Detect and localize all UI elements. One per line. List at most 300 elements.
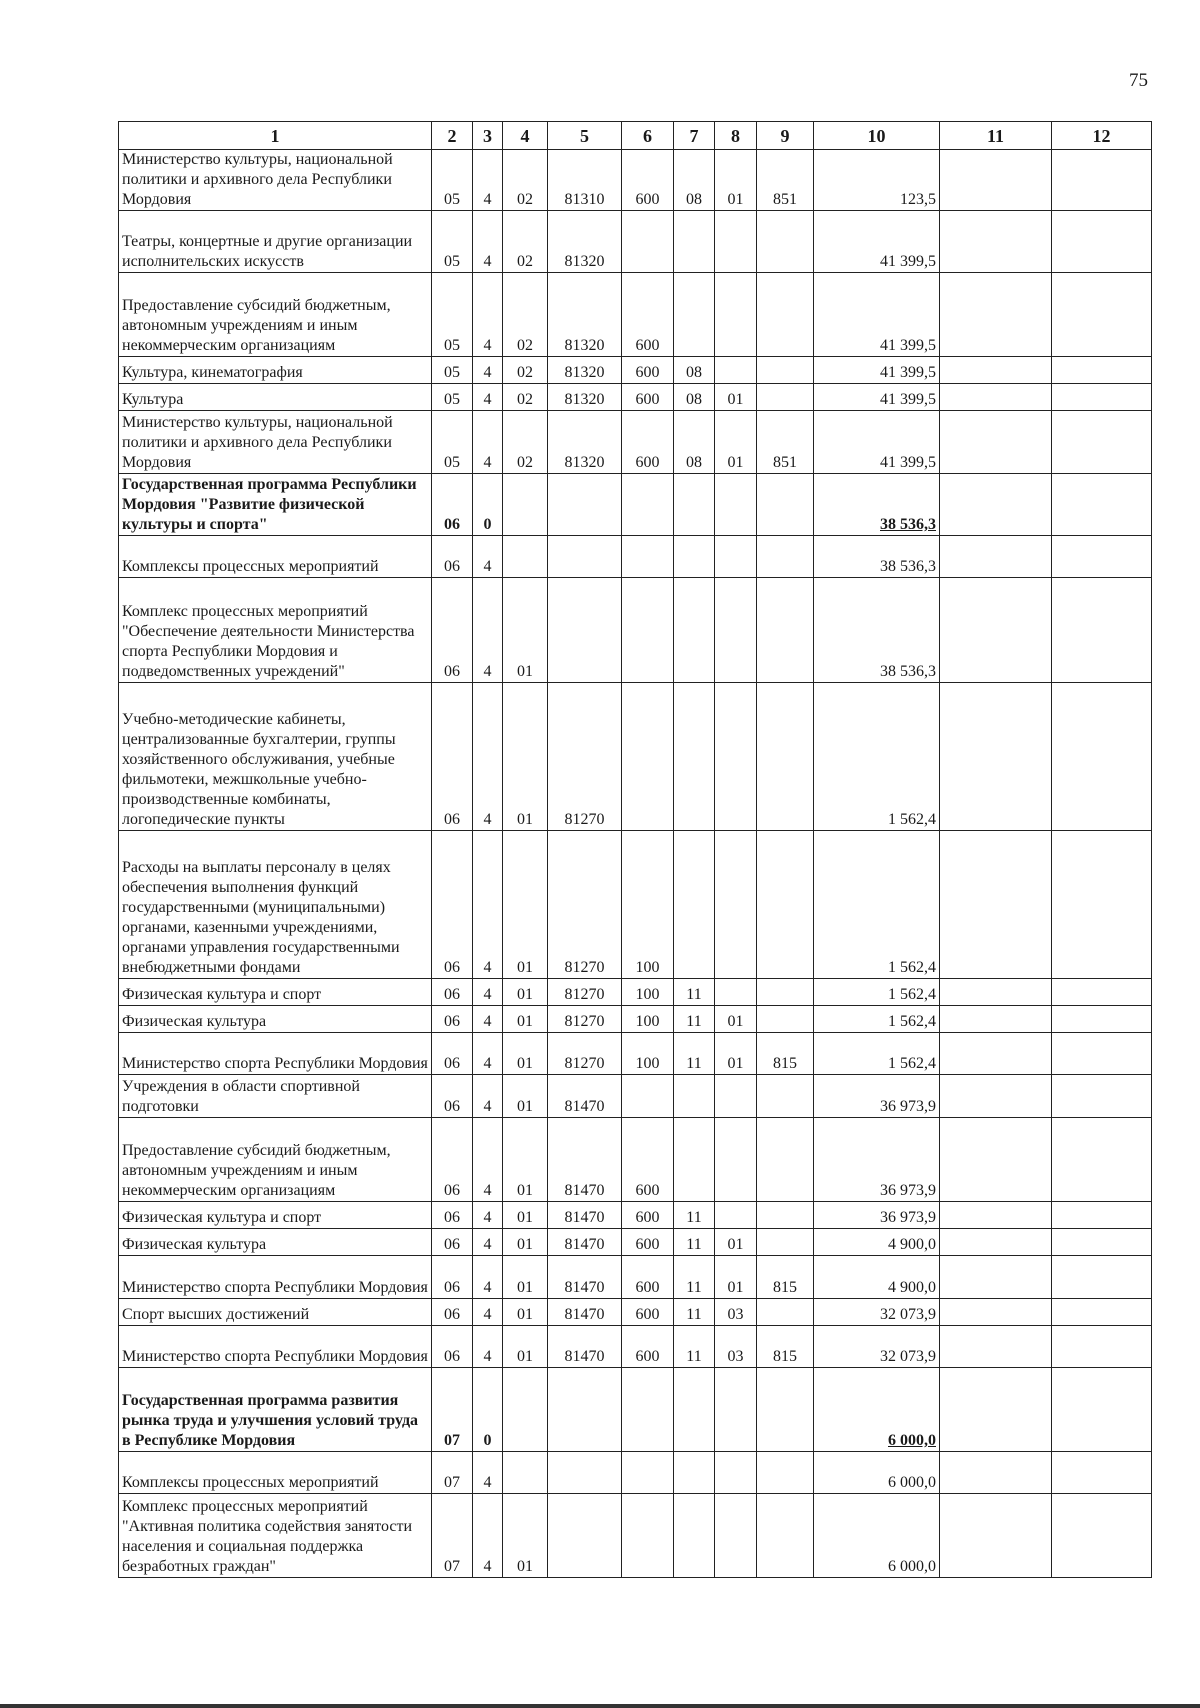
cell-col-11	[940, 1256, 1052, 1299]
cell-col-2: 05	[432, 273, 473, 357]
cell-amount: 36 973,9	[814, 1202, 940, 1229]
cell-col-7: 08	[674, 411, 715, 474]
cell-col-5: 81470	[548, 1256, 622, 1299]
cell-amount: 41 399,5	[814, 211, 940, 273]
cell-col-11	[940, 150, 1052, 211]
cell-col-3: 4	[473, 578, 503, 683]
cell-col-3: 4	[473, 1326, 503, 1368]
cell-col-9	[757, 357, 814, 384]
cell-amount: 6 000,0	[814, 1494, 940, 1578]
cell-col-6	[622, 1494, 674, 1578]
cell-col-4: 01	[503, 1118, 548, 1202]
cell-col-2: 06	[432, 831, 473, 979]
page-number: 75	[1129, 70, 1148, 91]
cell-col-6	[622, 683, 674, 831]
cell-col-12	[1052, 1299, 1152, 1326]
budget-table	[118, 121, 1152, 1578]
cell-amount: 41 399,5	[814, 411, 940, 474]
cell-col-7: 08	[674, 357, 715, 384]
cell-col-3: 4	[473, 1075, 503, 1118]
cell-col-8	[715, 211, 757, 273]
cell-col-7: 11	[674, 1229, 715, 1256]
cell-col-6	[622, 1368, 674, 1452]
cell-col-8	[715, 474, 757, 536]
cell-name: Комплексы процессных мероприятий	[119, 536, 432, 578]
header-col-6: 6	[622, 122, 674, 150]
cell-col-12	[1052, 1229, 1152, 1256]
cell-col-6: 600	[622, 411, 674, 474]
cell-name: Физическая культура и спорт	[119, 1202, 432, 1229]
cell-col-3: 4	[473, 683, 503, 831]
cell-col-11	[940, 1299, 1052, 1326]
cell-col-2: 07	[432, 1452, 473, 1494]
cell-col-3: 4	[473, 831, 503, 979]
table-row	[119, 1006, 1152, 1033]
cell-col-8	[715, 536, 757, 578]
cell-col-2: 06	[432, 683, 473, 831]
cell-col-5: 81270	[548, 1033, 622, 1075]
cell-col-11	[940, 1033, 1052, 1075]
cell-col-9	[757, 979, 814, 1006]
cell-name: Министерство культуры, национальной политики и архивного дела Республики Мордовия	[119, 150, 432, 211]
cell-col-11	[940, 211, 1052, 273]
table-row	[119, 1256, 1152, 1299]
table-row	[119, 411, 1152, 474]
cell-col-12	[1052, 1118, 1152, 1202]
cell-col-11	[940, 357, 1052, 384]
cell-col-5: 81270	[548, 831, 622, 979]
cell-col-5: 81470	[548, 1326, 622, 1368]
cell-col-9: 851	[757, 411, 814, 474]
cell-col-4: 02	[503, 273, 548, 357]
cell-amount: 6 000,0	[814, 1368, 940, 1452]
cell-col-12	[1052, 211, 1152, 273]
cell-col-2: 06	[432, 1075, 473, 1118]
cell-col-6	[622, 474, 674, 536]
cell-col-6: 600	[622, 150, 674, 211]
table-row	[119, 1368, 1152, 1452]
cell-col-7	[674, 273, 715, 357]
cell-col-5: 81320	[548, 273, 622, 357]
table-row	[119, 474, 1152, 536]
cell-col-11	[940, 1326, 1052, 1368]
cell-col-9	[757, 1229, 814, 1256]
header-col-9: 9	[757, 122, 814, 150]
cell-name: Учреждения в области спортивной подготовки	[119, 1075, 432, 1118]
cell-col-2: 06	[432, 979, 473, 1006]
table-row	[119, 150, 1152, 211]
cell-amount: 6 000,0	[814, 1452, 940, 1494]
cell-col-8: 01	[715, 411, 757, 474]
cell-amount: 32 073,9	[814, 1299, 940, 1326]
cell-amount: 123,5	[814, 150, 940, 211]
cell-col-11	[940, 683, 1052, 831]
cell-col-4: 01	[503, 1075, 548, 1118]
header-col-8: 8	[715, 122, 757, 150]
cell-col-11	[940, 1202, 1052, 1229]
cell-col-5	[548, 578, 622, 683]
cell-col-8	[715, 1075, 757, 1118]
cell-col-2: 06	[432, 1033, 473, 1075]
header-col-1: 1	[119, 122, 432, 150]
cell-col-4: 01	[503, 1033, 548, 1075]
table-row	[119, 211, 1152, 273]
cell-col-11	[940, 1075, 1052, 1118]
cell-col-12	[1052, 273, 1152, 357]
cell-col-2: 07	[432, 1368, 473, 1452]
cell-col-3: 4	[473, 1229, 503, 1256]
cell-col-8: 01	[715, 384, 757, 411]
header-col-3: 3	[473, 122, 503, 150]
cell-col-4: 01	[503, 1494, 548, 1578]
cell-col-6	[622, 1075, 674, 1118]
cell-name: Культура	[119, 384, 432, 411]
cell-col-9	[757, 273, 814, 357]
header-col-7: 7	[674, 122, 715, 150]
cell-col-12	[1052, 1202, 1152, 1229]
cell-col-8: 03	[715, 1326, 757, 1368]
cell-col-8	[715, 578, 757, 683]
cell-col-7	[674, 1118, 715, 1202]
cell-col-12	[1052, 411, 1152, 474]
cell-col-3: 4	[473, 411, 503, 474]
table-row	[119, 578, 1152, 683]
cell-col-12	[1052, 150, 1152, 211]
cell-col-2: 06	[432, 1299, 473, 1326]
header-col-11: 11	[940, 122, 1052, 150]
table-row	[119, 384, 1152, 411]
cell-col-8	[715, 979, 757, 1006]
cell-col-6: 600	[622, 1202, 674, 1229]
cell-col-5: 81470	[548, 1075, 622, 1118]
cell-col-4: 02	[503, 411, 548, 474]
table-row	[119, 1033, 1152, 1075]
cell-col-7	[674, 578, 715, 683]
cell-col-7: 11	[674, 1033, 715, 1075]
table-body	[119, 150, 1152, 1578]
cell-col-9: 815	[757, 1256, 814, 1299]
cell-col-8: 03	[715, 1299, 757, 1326]
cell-amount: 38 536,3	[814, 474, 940, 536]
cell-col-8	[715, 1494, 757, 1578]
cell-col-11	[940, 474, 1052, 536]
cell-col-3: 4	[473, 1452, 503, 1494]
cell-name: Государственная программа развития рынка труда и улучшения условий труда в Республике Мордовия	[119, 1368, 432, 1452]
cell-col-3: 4	[473, 1033, 503, 1075]
cell-col-7	[674, 1494, 715, 1578]
cell-col-2: 06	[432, 536, 473, 578]
table-row	[119, 273, 1152, 357]
cell-col-2: 05	[432, 384, 473, 411]
cell-name: Физическая культура и спорт	[119, 979, 432, 1006]
table-row	[119, 1326, 1152, 1368]
cell-col-8: 01	[715, 1256, 757, 1299]
cell-name: Государственная программа Республики Мордовия "Развитие физической культуры и спорта"	[119, 474, 432, 536]
cell-amount: 41 399,5	[814, 357, 940, 384]
cell-col-5: 81470	[548, 1299, 622, 1326]
cell-col-6: 600	[622, 273, 674, 357]
cell-col-3: 4	[473, 150, 503, 211]
cell-col-7: 11	[674, 979, 715, 1006]
cell-col-12	[1052, 474, 1152, 536]
cell-col-11	[940, 384, 1052, 411]
cell-amount: 1 562,4	[814, 1006, 940, 1033]
cell-col-9	[757, 1452, 814, 1494]
cell-col-3: 4	[473, 384, 503, 411]
cell-col-8	[715, 1118, 757, 1202]
cell-col-9: 815	[757, 1326, 814, 1368]
cell-col-5: 81470	[548, 1229, 622, 1256]
cell-col-11	[940, 1368, 1052, 1452]
cell-col-5: 81270	[548, 1006, 622, 1033]
cell-col-7	[674, 1452, 715, 1494]
cell-name: Физическая культура	[119, 1229, 432, 1256]
cell-col-9: 815	[757, 1033, 814, 1075]
table-row	[119, 1494, 1152, 1578]
cell-col-2: 06	[432, 474, 473, 536]
cell-amount: 41 399,5	[814, 384, 940, 411]
cell-col-6: 600	[622, 1256, 674, 1299]
cell-col-12	[1052, 1368, 1152, 1452]
cell-name: Физическая культура	[119, 1006, 432, 1033]
cell-name: Министерство культуры, национальной политики и архивного дела Республики Мордовия	[119, 411, 432, 474]
cell-col-2: 05	[432, 150, 473, 211]
cell-col-4	[503, 536, 548, 578]
cell-col-3: 0	[473, 1368, 503, 1452]
cell-name: Расходы на выплаты персоналу в целях обеспечения выполнения функций государственными (муниципальными) органами, казенными учреждениями, органами управления государственными внебюджетными фондами	[119, 831, 432, 979]
cell-col-12	[1052, 979, 1152, 1006]
table-row	[119, 357, 1152, 384]
cell-col-8	[715, 1368, 757, 1452]
cell-col-7: 11	[674, 1256, 715, 1299]
cell-col-7	[674, 1368, 715, 1452]
cell-col-4: 01	[503, 1202, 548, 1229]
cell-col-7: 08	[674, 384, 715, 411]
cell-col-8	[715, 683, 757, 831]
cell-col-6: 100	[622, 979, 674, 1006]
cell-col-11	[940, 536, 1052, 578]
header-col-5: 5	[548, 122, 622, 150]
cell-col-2: 06	[432, 1256, 473, 1299]
cell-col-8	[715, 1202, 757, 1229]
cell-col-5	[548, 1452, 622, 1494]
cell-col-4: 01	[503, 1256, 548, 1299]
cell-col-3: 4	[473, 536, 503, 578]
cell-col-9	[757, 1075, 814, 1118]
table-row	[119, 1202, 1152, 1229]
cell-col-5: 81470	[548, 1118, 622, 1202]
cell-col-9	[757, 578, 814, 683]
cell-col-9	[757, 1299, 814, 1326]
cell-col-5	[548, 536, 622, 578]
header-col-4: 4	[503, 122, 548, 150]
cell-col-9	[757, 536, 814, 578]
cell-col-11	[940, 979, 1052, 1006]
cell-col-4: 01	[503, 831, 548, 979]
cell-col-4: 02	[503, 357, 548, 384]
cell-col-6: 600	[622, 384, 674, 411]
table-row	[119, 683, 1152, 831]
cell-col-3: 4	[473, 979, 503, 1006]
cell-col-5	[548, 474, 622, 536]
cell-name: Министерство спорта Республики Мордовия	[119, 1256, 432, 1299]
cell-name: Министерство спорта Республики Мордовия	[119, 1326, 432, 1368]
header-col-12: 12	[1052, 122, 1152, 150]
cell-col-4: 01	[503, 979, 548, 1006]
cell-amount: 1 562,4	[814, 683, 940, 831]
cell-col-5: 81320	[548, 211, 622, 273]
cell-col-4: 02	[503, 384, 548, 411]
cell-name: Предоставление субсидий бюджетным, автономным учреждениям и иным некоммерческим организациям	[119, 273, 432, 357]
cell-name: Предоставление субсидий бюджетным, автономным учреждениям и иным некоммерческим организациям	[119, 1118, 432, 1202]
cell-col-4: 01	[503, 683, 548, 831]
cell-col-2: 06	[432, 1118, 473, 1202]
cell-amount: 4 900,0	[814, 1256, 940, 1299]
cell-col-6: 100	[622, 1033, 674, 1075]
cell-col-3: 4	[473, 357, 503, 384]
cell-col-4: 02	[503, 211, 548, 273]
cell-col-8	[715, 1452, 757, 1494]
cell-col-2: 05	[432, 411, 473, 474]
cell-col-4: 01	[503, 1229, 548, 1256]
cell-col-11	[940, 1229, 1052, 1256]
cell-amount: 41 399,5	[814, 273, 940, 357]
cell-col-7: 11	[674, 1006, 715, 1033]
cell-col-7	[674, 1075, 715, 1118]
header-col-2: 2	[432, 122, 473, 150]
cell-col-6: 600	[622, 1299, 674, 1326]
cell-col-12	[1052, 384, 1152, 411]
cell-col-11	[940, 1006, 1052, 1033]
cell-col-12	[1052, 1326, 1152, 1368]
cell-col-11	[940, 411, 1052, 474]
cell-col-12	[1052, 357, 1152, 384]
cell-col-9	[757, 1118, 814, 1202]
cell-col-3: 4	[473, 211, 503, 273]
table-row	[119, 831, 1152, 979]
cell-col-5	[548, 1494, 622, 1578]
cell-col-9: 851	[757, 150, 814, 211]
table-row	[119, 536, 1152, 578]
cell-col-2: 05	[432, 357, 473, 384]
cell-col-9	[757, 683, 814, 831]
cell-col-12	[1052, 1256, 1152, 1299]
cell-col-6: 100	[622, 1006, 674, 1033]
cell-col-5	[548, 1368, 622, 1452]
cell-col-5: 81470	[548, 1202, 622, 1229]
cell-col-7	[674, 211, 715, 273]
cell-col-11	[940, 578, 1052, 683]
cell-col-4	[503, 474, 548, 536]
cell-col-3: 4	[473, 1256, 503, 1299]
cell-col-8	[715, 831, 757, 979]
cell-col-4: 01	[503, 1299, 548, 1326]
cell-amount: 36 973,9	[814, 1075, 940, 1118]
cell-col-7	[674, 831, 715, 979]
cell-name: Комплексы процессных мероприятий	[119, 1452, 432, 1494]
cell-col-3: 4	[473, 273, 503, 357]
cell-col-8: 01	[715, 1033, 757, 1075]
cell-name: Культура, кинематография	[119, 357, 432, 384]
cell-amount: 1 562,4	[814, 1033, 940, 1075]
cell-amount: 38 536,3	[814, 578, 940, 683]
cell-col-3: 0	[473, 474, 503, 536]
cell-col-5: 81320	[548, 411, 622, 474]
cell-col-2: 07	[432, 1494, 473, 1578]
cell-col-3: 4	[473, 1202, 503, 1229]
cell-col-5: 81310	[548, 150, 622, 211]
cell-col-4: 01	[503, 1326, 548, 1368]
cell-col-12	[1052, 578, 1152, 683]
cell-col-3: 4	[473, 1494, 503, 1578]
cell-col-12	[1052, 1494, 1152, 1578]
cell-col-8: 01	[715, 1006, 757, 1033]
header-col-10: 10	[814, 122, 940, 150]
cell-col-2: 06	[432, 1006, 473, 1033]
cell-amount: 32 073,9	[814, 1326, 940, 1368]
cell-col-4: 01	[503, 1006, 548, 1033]
cell-col-11	[940, 1494, 1052, 1578]
cell-col-3: 4	[473, 1006, 503, 1033]
cell-col-4	[503, 1368, 548, 1452]
cell-col-2: 05	[432, 211, 473, 273]
cell-col-9	[757, 1494, 814, 1578]
cell-amount: 38 536,3	[814, 536, 940, 578]
cell-col-12	[1052, 831, 1152, 979]
table-row	[119, 1229, 1152, 1256]
cell-col-2: 06	[432, 578, 473, 683]
cell-col-8	[715, 273, 757, 357]
cell-col-3: 4	[473, 1299, 503, 1326]
cell-col-2: 06	[432, 1326, 473, 1368]
cell-col-5: 81320	[548, 384, 622, 411]
cell-col-12	[1052, 1452, 1152, 1494]
cell-name: Министерство спорта Республики Мордовия	[119, 1033, 432, 1075]
cell-col-9	[757, 1368, 814, 1452]
cell-col-2: 06	[432, 1229, 473, 1256]
cell-name: Комплекс процессных мероприятий "Обеспечение деятельности Министерства спорта Республики Мордовия и подведомственных учреждений"	[119, 578, 432, 683]
table-row	[119, 1075, 1152, 1118]
cell-amount: 1 562,4	[814, 979, 940, 1006]
cell-col-7: 08	[674, 150, 715, 211]
cell-col-6: 600	[622, 1229, 674, 1256]
cell-amount: 36 973,9	[814, 1118, 940, 1202]
table-row	[119, 979, 1152, 1006]
cell-col-6: 100	[622, 831, 674, 979]
cell-col-11	[940, 1452, 1052, 1494]
cell-col-4: 02	[503, 150, 548, 211]
cell-name: Театры, концертные и другие организации исполнительских искусств	[119, 211, 432, 273]
cell-col-12	[1052, 1075, 1152, 1118]
cell-col-6: 600	[622, 1118, 674, 1202]
cell-col-6	[622, 578, 674, 683]
cell-name: Комплекс процессных мероприятий "Активная политика содействия занятости населения и социальная поддержка безработных граждан"	[119, 1494, 432, 1578]
cell-col-9	[757, 1006, 814, 1033]
cell-col-4	[503, 1452, 548, 1494]
cell-col-7: 11	[674, 1202, 715, 1229]
cell-col-3: 4	[473, 1118, 503, 1202]
cell-col-12	[1052, 683, 1152, 831]
cell-col-9	[757, 1202, 814, 1229]
header-row	[119, 122, 1152, 150]
table-row	[119, 1118, 1152, 1202]
cell-col-11	[940, 831, 1052, 979]
cell-col-12	[1052, 1006, 1152, 1033]
cell-col-8	[715, 357, 757, 384]
scan-edge	[0, 1704, 1200, 1708]
cell-col-12	[1052, 1033, 1152, 1075]
cell-col-9	[757, 831, 814, 979]
